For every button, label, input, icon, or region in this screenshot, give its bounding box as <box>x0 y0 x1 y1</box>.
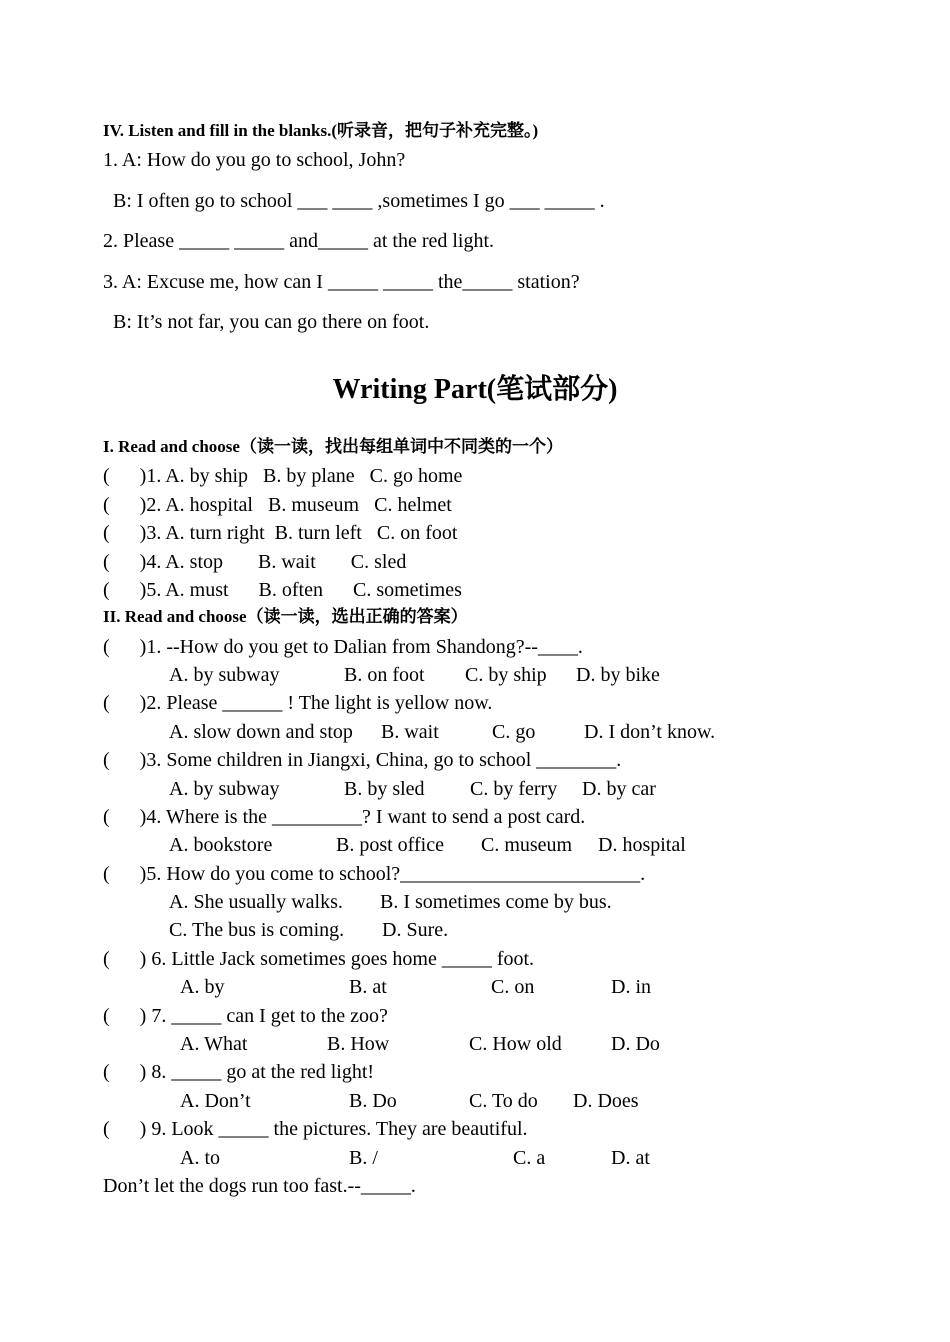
listening-line: B: It’s not far, you can go there on foot. <box>103 311 430 333</box>
section1-item: ( )4. A. stop B. wait C. sled <box>103 551 407 573</box>
option-d: D. by car <box>582 778 656 800</box>
listening-line: 2. Please _____ _____ and_____ at the red light. <box>103 230 495 252</box>
listening-line: 3. A: Excuse me, how can I _____ _____ the_____ station? <box>103 271 580 293</box>
option-a: A. She usually walks. <box>169 891 343 913</box>
option-c: C. The bus is coming. <box>169 919 345 941</box>
listening-line: B: I often go to school ___ ____ ,sometimes I go ___ _____ . <box>103 190 605 212</box>
option-b: B. on foot <box>344 664 425 686</box>
option-a: A. by <box>180 976 225 998</box>
option-a: A. by subway <box>169 664 280 686</box>
option-b: B. / <box>349 1147 378 1169</box>
option-b: B. Do <box>349 1090 397 1112</box>
option-a: A. to <box>180 1147 220 1169</box>
option-d: D. hospital <box>598 834 686 856</box>
writing-part-title: Writing Part(笔试部分) <box>332 374 618 405</box>
option-a: A. slow down and stop <box>169 721 353 743</box>
question-text: ( ) 8. _____ go at the red light! <box>103 1061 375 1083</box>
option-c: C. on <box>491 976 535 998</box>
question-text: ( )2. Please ______ ! The light is yellow now. <box>103 692 493 714</box>
section1-item: ( )3. A. turn right B. turn left C. on foot <box>103 522 458 544</box>
section1-item: ( )5. A. must B. often C. sometimes <box>103 579 462 601</box>
option-d: D. I don’t know. <box>584 721 716 743</box>
question-text: ( ) 9. Look _____ the pictures. They are beautiful. <box>103 1118 528 1140</box>
option-a: A. What <box>180 1033 248 1055</box>
option-b: B. How <box>327 1033 390 1055</box>
listening-heading: IV. Listen and fill in the blanks.(听录音，把句子补充完整。) <box>103 121 539 140</box>
listening-line: 1. A: How do you go to school, John? <box>103 149 406 171</box>
option-d: D. Do <box>611 1033 660 1055</box>
section1-item: ( )2. A. hospital B. museum C. helmet <box>103 494 452 516</box>
option-b: B. I sometimes come by bus. <box>380 891 612 913</box>
option-b: B. by sled <box>344 778 425 800</box>
option-a: A. bookstore <box>169 834 273 856</box>
option-c: C. How old <box>469 1033 562 1055</box>
option-c: C. museum <box>481 834 573 856</box>
option-c: C. by ferry <box>470 778 558 800</box>
question-text: ( )4. Where is the _________? I want to send a post card. <box>103 806 586 828</box>
trailing-question: Don’t let the dogs run too fast.--_____. <box>103 1175 416 1197</box>
question-text: ( ) 7. _____ can I get to the zoo? <box>103 1005 388 1027</box>
option-d: D. Does <box>573 1090 639 1112</box>
option-b: B. post office <box>336 834 444 856</box>
section1-item: ( )1. A. by ship B. by plane C. go home <box>103 465 463 487</box>
option-a: A. by subway <box>169 778 280 800</box>
question-text: ( ) 6. Little Jack sometimes goes home _____ foot. <box>103 948 535 970</box>
option-d: D. at <box>611 1147 650 1169</box>
option-b: B. at <box>349 976 387 998</box>
option-c: C. To do <box>469 1090 538 1112</box>
option-c: C. by ship <box>465 664 547 686</box>
option-c: C. a <box>513 1147 546 1169</box>
option-a: A. Don’t <box>180 1090 251 1112</box>
option-d: D. in <box>611 976 651 998</box>
section2-heading: II. Read and choose（读一读，选出正确的答案） <box>103 607 468 626</box>
section1-heading: I. Read and choose（读一读，找出每组单词中不同类的一个） <box>103 437 563 456</box>
option-d: D. Sure. <box>382 919 449 941</box>
option-d: D. by bike <box>576 664 660 686</box>
option-b: B. wait <box>381 721 439 743</box>
question-text: ( )5. How do you come to school?________________________. <box>103 863 646 885</box>
question-text: ( )3. Some children in Jiangxi, China, go to school ________. <box>103 749 622 771</box>
option-c: C. go <box>492 721 536 743</box>
question-text: ( )1. --How do you get to Dalian from Shandong?--____. <box>103 636 583 658</box>
